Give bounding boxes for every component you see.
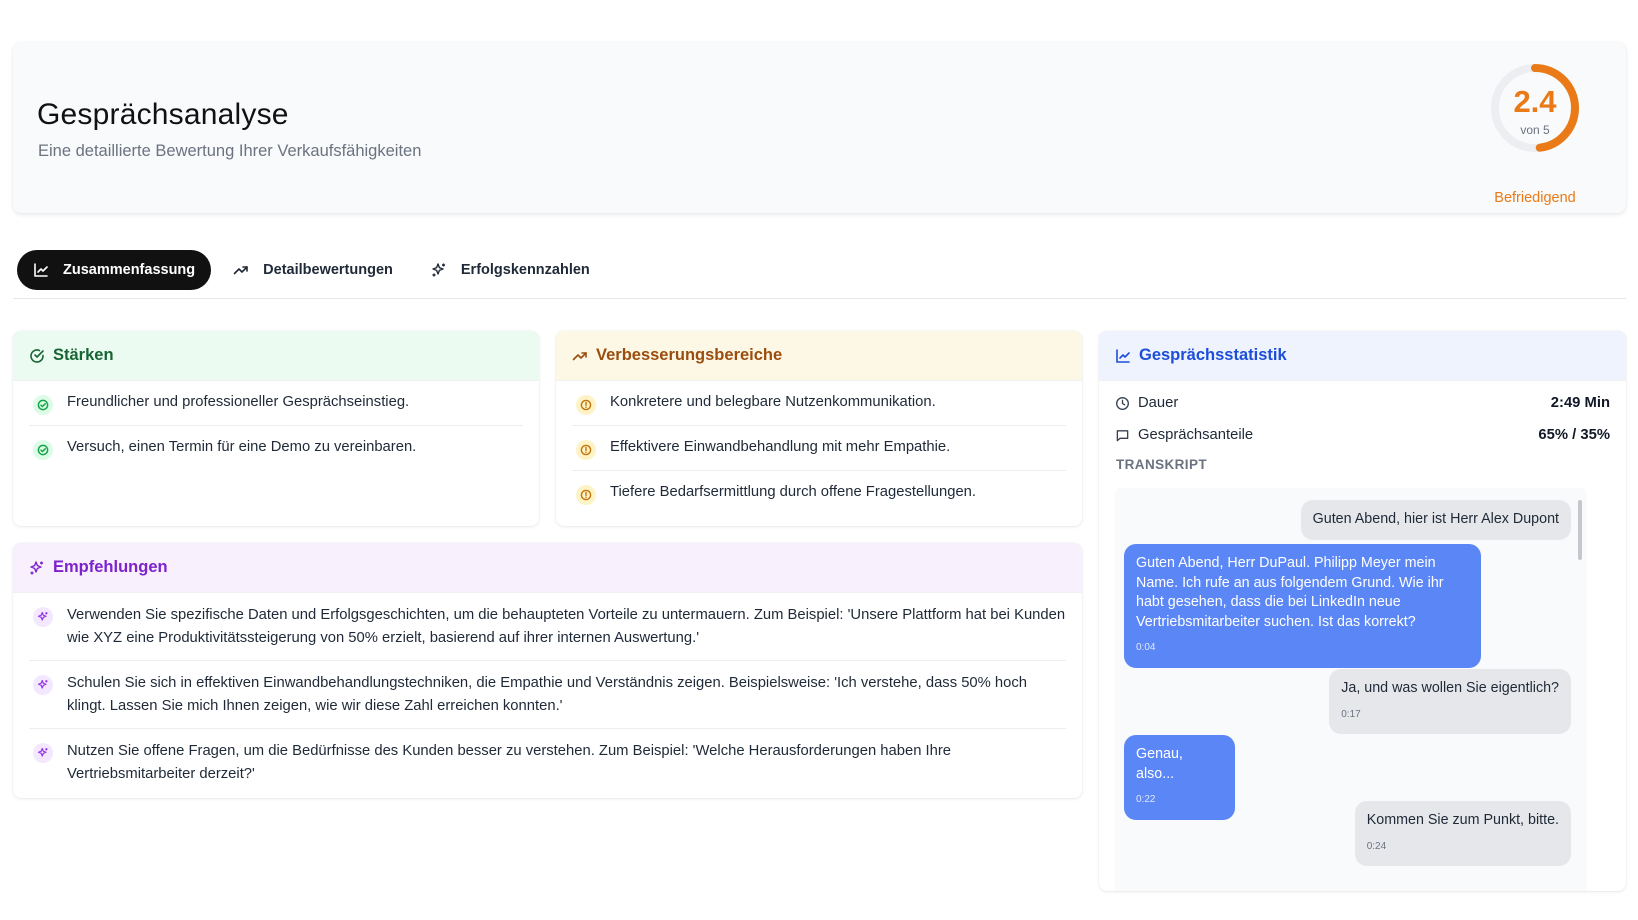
alert-circle-icon: [576, 485, 596, 505]
alert-circle-icon: [576, 395, 596, 415]
improvements-card: [556, 331, 1082, 526]
duration-value: 2:49 Min: [1550, 395, 1610, 411]
improvement-text: Konkretere und belegbare Nutzenkommunikation.: [610, 394, 936, 410]
sparkles-icon: [33, 743, 53, 763]
duration-label: Dauer: [1138, 395, 1179, 411]
improvements-header: [556, 331, 1082, 381]
tab-erfolgskennzahlen[interactable]: [415, 250, 606, 290]
score-value: 2.4: [1513, 84, 1557, 119]
score-rating: Befriedigend: [1494, 190, 1576, 206]
recommendation-text: Nutzen Sie offene Fragen, um die Bedürfnisse des Kunden besser zu verstehen. Zum Beispiel: 'Welche Herausforderungen haben Ihre Vertriebsmitarbeiter derzeit?': [67, 743, 952, 782]
share-row: [1099, 419, 1626, 451]
strengths-card: [13, 331, 539, 526]
sparkles-icon: [33, 607, 53, 627]
transcript-scrollbar[interactable]: [1578, 500, 1582, 560]
stats-header: [1099, 331, 1626, 381]
message-time: 0:22: [1136, 794, 1156, 805]
stats-card: [1099, 331, 1626, 891]
message-text: Ja, und was wollen Sie eigentlich?: [1341, 680, 1559, 696]
transcript-message: [1355, 801, 1571, 866]
transcript-message: [1124, 735, 1235, 820]
strength-text: Versuch, einen Termin für eine Demo zu vereinbaren.: [67, 439, 417, 455]
transcript-message: [1329, 669, 1571, 734]
strength-item: [29, 426, 523, 470]
share-value: 65% / 35%: [1538, 427, 1610, 443]
sparkles-icon: [431, 262, 447, 278]
tab-label: Zusammenfassung: [63, 262, 196, 278]
strengths-title: Stärken: [53, 346, 114, 364]
sparkles-icon: [29, 560, 45, 576]
trending-up-icon: [572, 348, 588, 364]
recommendation-item: [29, 729, 1066, 796]
recommendation-text: Schulen Sie sich in effektiven Einwandbehandlungstechniken, die Empathie und Verständnis zeigen. Beispielsweise: 'Ich verstehe, dass 50% hoch klingt. Lassen Sie mich Ihnen zeigen, wie wir diese Zahl erreichen konnten.': [67, 675, 1028, 714]
recommendations-title: Empfehlungen: [53, 558, 168, 576]
tab-detailbewertungen[interactable]: [217, 250, 409, 290]
improvement-item: [572, 381, 1066, 426]
message-time: 0:04: [1136, 642, 1156, 653]
transcript-title: TRANSKRIPT: [1116, 457, 1207, 472]
page-title: Gesprächsanalyse: [37, 98, 289, 131]
message-square-icon: [1115, 428, 1130, 443]
page-subtitle: Eine detaillierte Bewertung Ihrer Verkaufsfähigkeiten: [38, 142, 422, 160]
improvements-title: Verbesserungsbereiche: [596, 346, 783, 364]
message-text: Guten Abend, Herr DuPaul. Philipp Meyer mein Name. Ich rufe an aus folgendem Grund. Wie ihr habt gesehen, dass die bei LinkedIn neue Vertriebsmitarbeiter suchen. Ist das korrekt?: [1136, 555, 1444, 630]
tab-bar: [17, 250, 612, 290]
sparkles-icon: [33, 675, 53, 695]
recommendation-item: [29, 661, 1066, 729]
improvement-text: Tiefere Bedarfsermittlung durch offene Fragestellungen.: [610, 484, 977, 500]
strength-text: Freundlicher und professioneller Gesprächseinstieg.: [67, 394, 410, 410]
score-of-label: von 5: [1520, 123, 1550, 137]
line-chart-icon: [1115, 348, 1131, 364]
tab-label: Detailbewertungen: [263, 262, 393, 278]
message-text: Genau, also...: [1136, 746, 1183, 782]
improvement-item: [572, 471, 1066, 515]
tab-zusammenfassung[interactable]: [17, 250, 211, 290]
tab-divider: [13, 298, 1626, 299]
message-time: 0:17: [1341, 708, 1361, 720]
recommendations-card: [13, 543, 1082, 798]
trending-up-icon: [233, 262, 249, 278]
check-circle-icon: [29, 348, 45, 364]
duration-row: [1099, 387, 1626, 419]
message-text: Guten Abend, hier ist Herr Alex Dupont: [1312, 511, 1559, 527]
strength-item: [29, 381, 523, 426]
clock-icon: [1115, 396, 1130, 411]
share-label: Gesprächsanteile: [1138, 427, 1254, 443]
message-text: Kommen Sie zum Punkt, bitte.: [1366, 812, 1559, 828]
score-gauge: [1480, 62, 1590, 212]
transcript-message: [1124, 544, 1481, 668]
transcript-panel[interactable]: [1115, 488, 1587, 891]
recommendations-header: [13, 543, 1082, 593]
header-card: [13, 42, 1626, 213]
tab-label: Erfolgskennzahlen: [460, 262, 590, 278]
stats-title: Gesprächsstatistik: [1139, 346, 1287, 364]
check-icon: [33, 395, 53, 415]
check-icon: [33, 440, 53, 460]
transcript-message: [1301, 500, 1571, 540]
alert-circle-icon: [576, 440, 596, 460]
recommendation-text: Verwenden Sie spezifische Daten und Erfolgsgeschichten, um die behaupteten Vorteile zu untermauern. Zum Beispiel: 'Unsere Plattform hat bei Kunden wie XYZ eine Produktivitätssteigerung von 50% erzielt, basierend auf ihrer internen Auswertung.': [67, 607, 1066, 646]
improvement-item: [572, 426, 1066, 471]
strengths-header: [13, 331, 539, 381]
message-time: 0:24: [1366, 840, 1387, 852]
line-chart-icon: [33, 262, 49, 278]
recommendation-item: [29, 593, 1066, 661]
improvement-text: Effektivere Einwandbehandlung mit mehr Empathie.: [610, 439, 951, 455]
